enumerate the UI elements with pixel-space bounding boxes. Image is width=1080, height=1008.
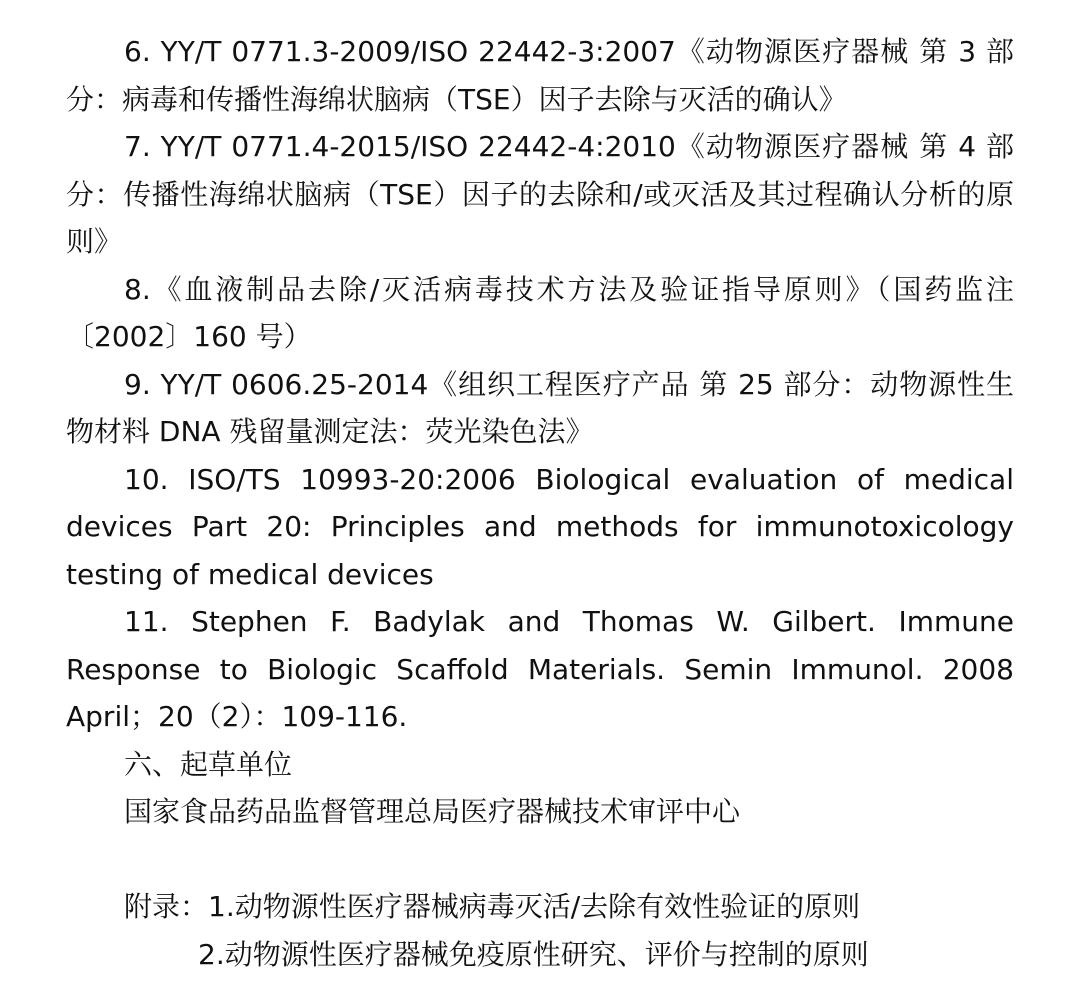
reference-item-11: 11. Stephen F. Badylak and Thomas W. Gilbert. Immune Response to Biologic Scaffold Materials. Semin Immunol. 2008 April；20（2）：109-116. xyxy=(66,605,1014,733)
drafting-unit: 国家食品药品监督管理总局医疗器械技术审评中心 xyxy=(124,795,741,828)
blank-line xyxy=(66,836,1014,884)
appendix-line-1: 附录：1.动物源性医疗器械病毒灭活/去除有效性验证的原则 xyxy=(124,890,861,923)
section-heading: 六、起草单位 xyxy=(124,747,293,781)
reference-item-8: 8.《血液制品去除/灭活病毒技术方法及验证指导原则》（国药监注〔2002〕160 号） xyxy=(66,272,1014,353)
document-body xyxy=(66,28,1014,978)
reference-item-7: 7. YY/T 0771.4-2015/ISO 22442-4:2010《动物源医疗器械 第 4 部分：传播性海绵状脑病（TSE）因子的去除和/或灭活及其过程确认分析的原则》 xyxy=(66,130,1014,258)
reference-item-6: 6. YY/T 0771.3-2009/ISO 22442-3:2007《动物源医疗器械 第 3 部分：病毒和传播性海绵状脑病（TSE）因子去除与灭活的确认》 xyxy=(66,35,1014,116)
reference-item-10: 10. ISO/TS 10993-20:2006 Biological evaluation of medical devices Part 20: Principles and methods for immunotoxicology testing of medical devices xyxy=(66,462,1014,591)
appendix-line-2: 2.动物源性医疗器械免疫原性研究、评价与控制的原则 xyxy=(198,937,869,971)
reference-item-9: 9. YY/T 0606.25-2014《组织工程医疗产品 第 25 部分：动物源性生物材料 DNA 残留量测定法：荧光染色法》 xyxy=(66,367,1014,448)
